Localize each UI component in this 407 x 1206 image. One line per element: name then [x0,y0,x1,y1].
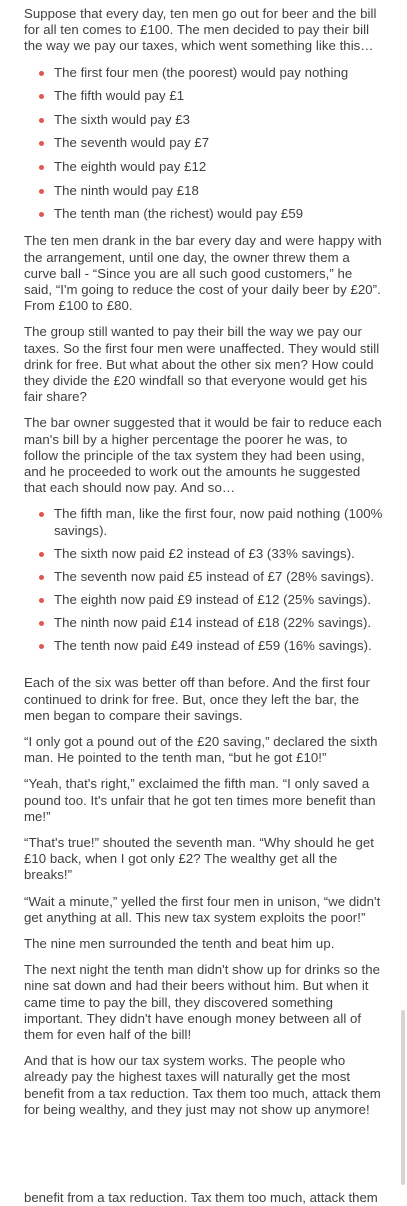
list-item: The sixth would pay £3 [54,112,384,128]
paragraph: The nine men surrounded the tenth and beat him up. [24,935,335,951]
paragraph: The group still wanted to pay their bill the way we pay our taxes. So the first four men were unaffected. They would still drink for free. But what about the other six men? How could they divide the £20 windfall so that everyone would get his fair share? [24,324,380,405]
list-item: The eighth now paid £9 instead of £12 (25% savings). [54,592,384,608]
list-item: The tenth now paid £49 instead of £59 (16% savings). [54,638,384,654]
list-item: The fifth man, like the first four, now paid nothing (100% savings). [54,506,383,538]
list-item: The fifth would pay £1 [54,88,384,104]
list-item: The ninth now paid £14 instead of £18 (22% savings). [54,615,384,631]
paragraph: “I only got a pound out of the £20 saving,” declared the sixth man. He pointed to the tenth man, “but he got £10!” [24,733,378,766]
article-body [24,6,384,1128]
list-item: The sixth now paid £2 instead of £3 (33% savings). [54,546,384,562]
paragraph: “That's true!” shouted the seventh man. “Why should he get £10 back, when I got only £2? The wealthy get all the breaks!” [24,834,374,883]
list-item: The eighth would pay £12 [54,159,384,175]
list-item: The seventh would pay £7 [54,135,384,151]
list-item: The tenth man (the richest) would pay £59 [54,206,384,222]
list-item: The first four men (the poorest) would pay nothing [54,65,384,81]
spacer [24,665,384,675]
paragraph: The ten men drank in the bar every day and were happy with the arrangement, until one day, the owner threw them a curve ball - “Since you are all such good customers,” he said, “I'm going to reduce the cost of your daily beer by £20”. From £100 to £80. [24,233,382,314]
paragraph: “Yeah, that's right,” exclaimed the fifth man. “I only saved a pound too. It's unfair that he got ten times more benefit than me!” [24,776,376,824]
paragraph: “Wait a minute,” yelled the first four men in unison, “we didn't get anything at all. This new tax system exploits the poor!” [24,893,381,925]
paragraph: And that is how our tax system works. The people who already pay the highest taxes will naturally get the most benefit from a tax reduction. Tax them too much, attack them for being wealthy, and they just may not show up anymore! [24,1053,381,1117]
paragraph: Each of the six was better off than before. And the first four continued to drink for free. But, once they left the bar, the men began to compare their savings. [24,675,370,723]
original-payments-list [24,65,384,223]
paragraph: The bar owner suggested that it would be fair to reduce each man's bill by a higher percentage the poorer he was, to follow the principle of the tax system they had been using, and he proceeded to work out the amounts he suggested that each should now pay. And so… [24,415,382,496]
list-item: The ninth would pay £18 [54,183,384,199]
paragraph: The next night the tenth man didn't show up for drinks so the nine sat down and had their beers without him. But when it came time to pay the bill, they discovered something important. They didn't have enough money between all of them for even half of the bill! [24,962,380,1042]
list-item: The seventh now paid £5 instead of £7 (28% savings). [54,569,384,585]
scrollbar[interactable] [401,1010,405,1185]
intro-paragraph: Suppose that every day, ten men go out for beer and the bill for all ten comes to £100. The men decided to pay their bill the way we pay our taxes, which went something like this… [24,6,377,54]
cutoff-text-line: benefit from a tax reduction. Tax them too much, attack them [24,1190,378,1205]
new-payments-list [24,506,384,654]
